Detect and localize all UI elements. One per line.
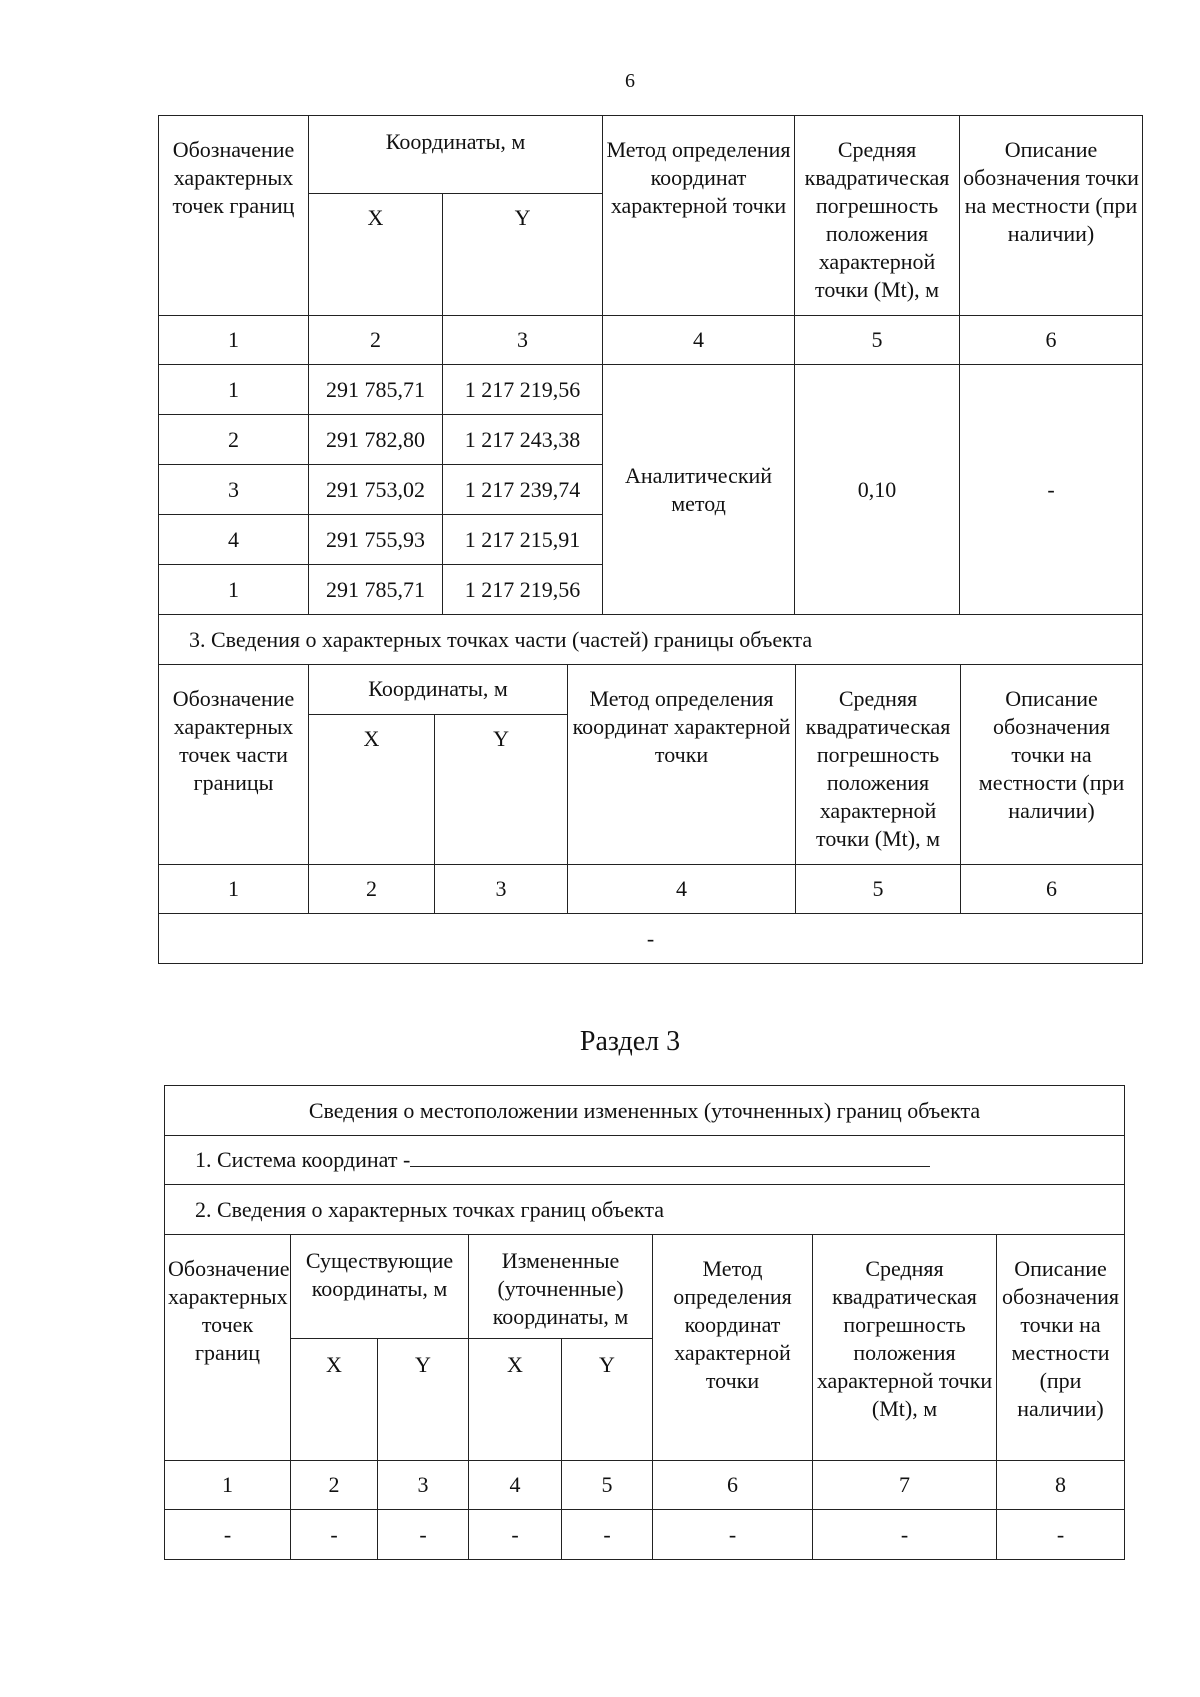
part-boundary-table (158, 664, 1143, 964)
header-changed: Измененные (уточненные) координаты, м (469, 1235, 653, 1339)
point-number: 1 (159, 565, 309, 615)
empty-cell: - (291, 1510, 378, 1560)
header-x: X (309, 194, 443, 316)
column-number: 2 (291, 1461, 378, 1510)
header-coordinates: Координаты, м (309, 116, 603, 194)
empty-cell: - (813, 1510, 997, 1560)
boundary-points-table (158, 115, 1143, 665)
header-designation: Обозначение характерных точек части границы (159, 665, 309, 865)
column-number: 1 (159, 865, 309, 914)
changed-boundaries-table (164, 1085, 1125, 1560)
column-number: 1 (159, 316, 309, 365)
coordinate-system-label: 1. Система координат - (195, 1147, 411, 1172)
empty-row: - (159, 914, 1143, 964)
empty-cell: - (997, 1510, 1125, 1560)
method-value: Аналитический метод (603, 365, 795, 615)
column-number: 5 (796, 865, 961, 914)
column-number: 6 (961, 865, 1143, 914)
header-method: Метод определения координат характерной точки (603, 116, 795, 316)
point-x: 291 755,93 (309, 515, 443, 565)
point-x: 291 785,71 (309, 565, 443, 615)
point-y: 1 217 215,91 (443, 515, 603, 565)
column-number: 6 (960, 316, 1143, 365)
header-method: Метод определения координат характерной точки (568, 665, 796, 865)
column-number: 3 (435, 865, 568, 914)
empty-cell: - (653, 1510, 813, 1560)
column-number: 4 (469, 1461, 562, 1510)
column-number: 7 (813, 1461, 997, 1510)
header-x: X (291, 1339, 378, 1461)
column-number: 8 (997, 1461, 1125, 1510)
column-number: 3 (443, 316, 603, 365)
header-description: Описание обозначения точки на местности (при наличии) (960, 116, 1143, 316)
points-title: 2. Сведения о характерных точках границ объекта (165, 1185, 1125, 1235)
empty-cell: - (165, 1510, 291, 1560)
point-number: 4 (159, 515, 309, 565)
column-number: 3 (378, 1461, 469, 1510)
description-value: - (960, 365, 1143, 615)
point-number: 2 (159, 415, 309, 465)
column-number: 4 (568, 865, 796, 914)
column-number: 2 (309, 316, 443, 365)
point-y: 1 217 219,56 (443, 565, 603, 615)
page-number: 6 (625, 70, 635, 92)
point-x: 291 782,80 (309, 415, 443, 465)
empty-cell: - (562, 1510, 653, 1560)
header-error: Средняя квадратическая погрешность положения характерной точки (Mt), м (813, 1235, 997, 1461)
header-y: Y (443, 194, 603, 316)
column-number: 6 (653, 1461, 813, 1510)
header-existing: Существующие координаты, м (291, 1235, 469, 1339)
empty-cell: - (378, 1510, 469, 1560)
column-number: 2 (309, 865, 435, 914)
coordinate-system-row (165, 1136, 1125, 1185)
header-designation: Обозначение характерных точек границ (159, 116, 309, 316)
coordinate-system-blank (410, 1146, 930, 1167)
column-number: 5 (795, 316, 960, 365)
point-number: 1 (159, 365, 309, 415)
header-coordinates: Координаты, м (309, 665, 568, 715)
changed-boundaries-title: Сведения о местоположении измененных (уточненных) границ объекта (165, 1086, 1125, 1136)
point-x: 291 785,71 (309, 365, 443, 415)
column-number: 1 (165, 1461, 291, 1510)
header-y: Y (562, 1339, 653, 1461)
error-value: 0,10 (795, 365, 960, 615)
header-x: X (469, 1339, 562, 1461)
header-description: Описание обозначения точки на местности (при наличии) (997, 1235, 1125, 1461)
part-boundary-title: 3. Сведения о характерных точках части (частей) границы объекта (159, 615, 1143, 665)
header-x: X (309, 715, 435, 865)
header-error: Средняя квадратическая погрешность положения характерной точки (Mt), м (795, 116, 960, 316)
header-error: Средняя квадратическая погрешность положения характерной точки (Mt), м (796, 665, 961, 865)
point-x: 291 753,02 (309, 465, 443, 515)
header-y: Y (435, 715, 568, 865)
point-y: 1 217 219,56 (443, 365, 603, 415)
point-y: 1 217 243,38 (443, 415, 603, 465)
point-y: 1 217 239,74 (443, 465, 603, 515)
header-y: Y (378, 1339, 469, 1461)
section-title: Раздел 3 (579, 1026, 681, 1057)
point-number: 3 (159, 465, 309, 515)
column-number: 5 (562, 1461, 653, 1510)
header-description: Описание обозначения точки на местности (при наличии) (961, 665, 1143, 865)
header-designation: Обозначение характерных точек границ (165, 1235, 291, 1461)
column-number: 4 (603, 316, 795, 365)
empty-cell: - (469, 1510, 562, 1560)
header-method: Метод определения координат характерной точки (653, 1235, 813, 1461)
